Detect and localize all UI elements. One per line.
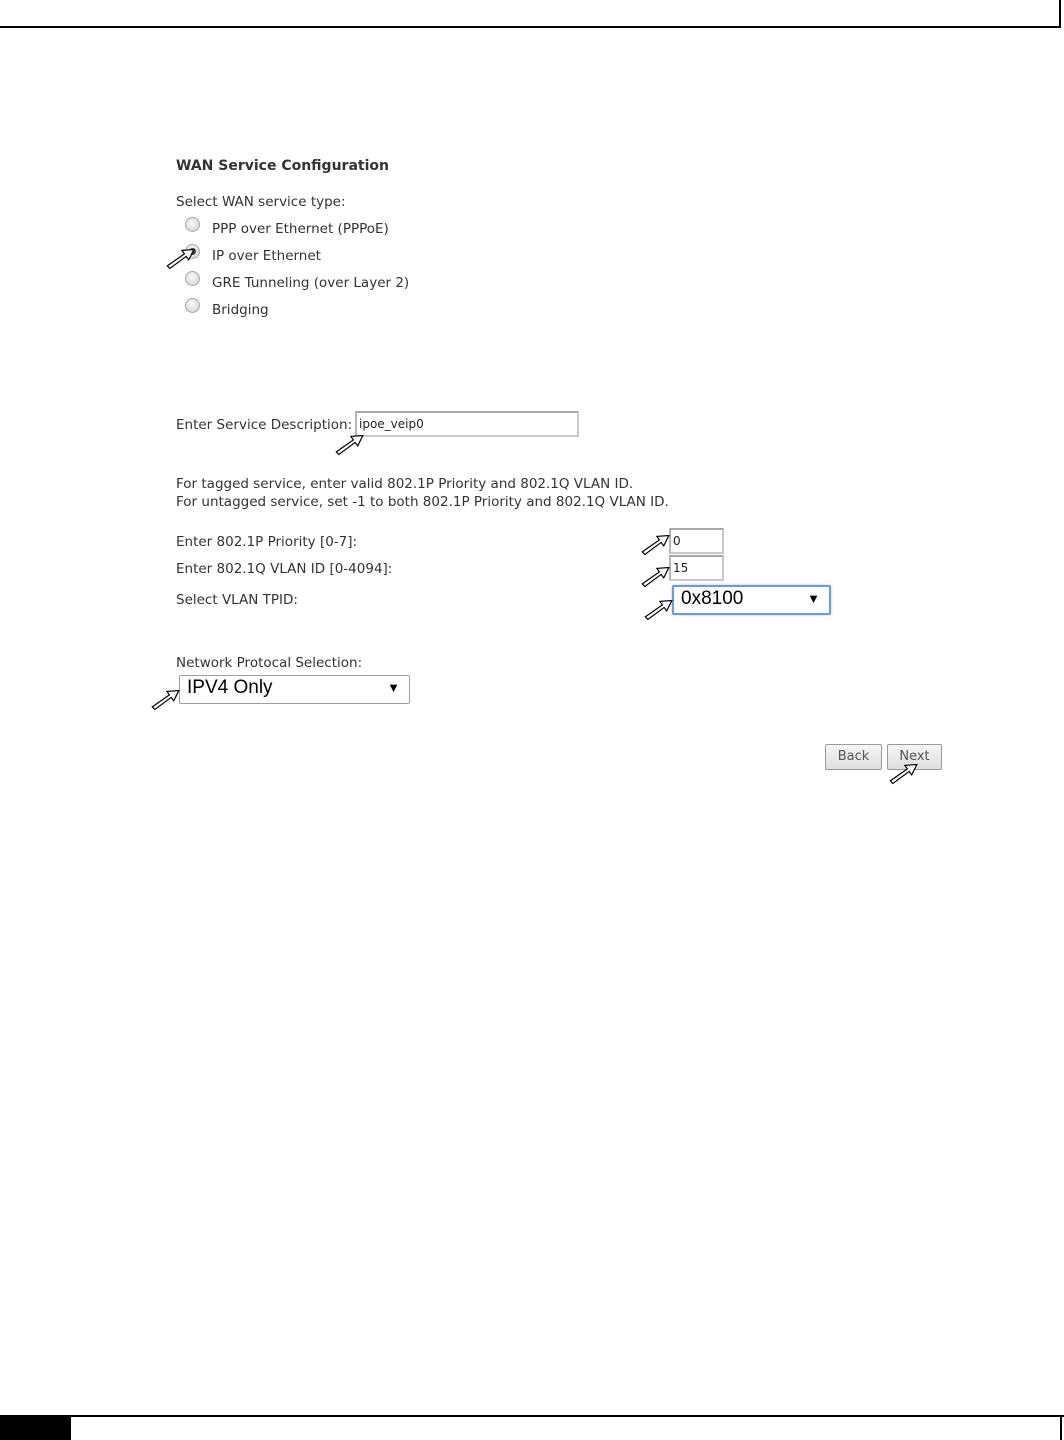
radio-bridging-label: Bridging — [212, 302, 269, 318]
radio-bridging[interactable] — [185, 298, 200, 313]
vlan-tpid-value: 0x8100 — [681, 588, 744, 609]
priority-input[interactable]: 0 — [669, 528, 724, 554]
radio-pppoe-label: PPP over Ethernet (PPPoE) — [212, 221, 389, 237]
radio-gre-tunneling-label: GRE Tunneling (over Layer 2) — [212, 275, 410, 291]
page-title: WAN Service Configuration — [176, 158, 389, 174]
caret-down-icon: ▼ — [807, 591, 820, 606]
hollow-arrow-icon — [148, 688, 184, 712]
vlan-tpid-label: Select VLAN TPID: — [176, 592, 298, 608]
radio-ip-over-ethernet-label: IP over Ethernet — [212, 248, 321, 264]
service-description-label: Enter Service Description: — [176, 417, 353, 433]
priority-label: Enter 802.1P Priority [0-7]: — [176, 534, 358, 550]
network-protocol-select[interactable] — [179, 675, 410, 704]
next-button[interactable]: Next — [887, 744, 942, 770]
page-corner-block — [0, 1417, 71, 1440]
vlan-id-input[interactable]: 15 — [669, 555, 724, 581]
hollow-arrow-icon — [638, 533, 674, 557]
network-protocol-label: Network Protocal Selection: — [176, 655, 363, 671]
back-button[interactable]: Back — [825, 744, 882, 770]
network-protocol-value: IPV4 Only — [187, 677, 273, 698]
vlan-info-tagged: For tagged service, enter valid 802.1P Priority and 802.1Q VLAN ID. — [176, 476, 634, 492]
hollow-arrow-icon — [163, 247, 199, 271]
vlan-tpid-select[interactable] — [672, 585, 831, 615]
header-rule — [0, 0, 1061, 28]
radio-gre-tunneling[interactable] — [185, 271, 200, 286]
vlan-info-untagged: For untagged service, set -1 to both 802.1P Priority and 802.1Q VLAN ID. — [176, 494, 669, 510]
vlan-id-label: Enter 802.1Q VLAN ID [0-4094]: — [176, 561, 393, 577]
radio-pppoe[interactable] — [185, 217, 200, 232]
hollow-arrow-icon — [332, 433, 368, 457]
service-description-input[interactable]: ipoe_veip0 — [355, 411, 579, 437]
hollow-arrow-icon — [886, 762, 922, 786]
hollow-arrow-icon — [638, 565, 674, 589]
footer-rule-right — [1060, 1415, 1062, 1440]
service-type-label: Select WAN service type: — [176, 194, 346, 210]
footer-rule — [0, 1415, 1064, 1417]
caret-down-icon: ▼ — [387, 680, 400, 695]
hollow-arrow-icon — [641, 598, 677, 622]
